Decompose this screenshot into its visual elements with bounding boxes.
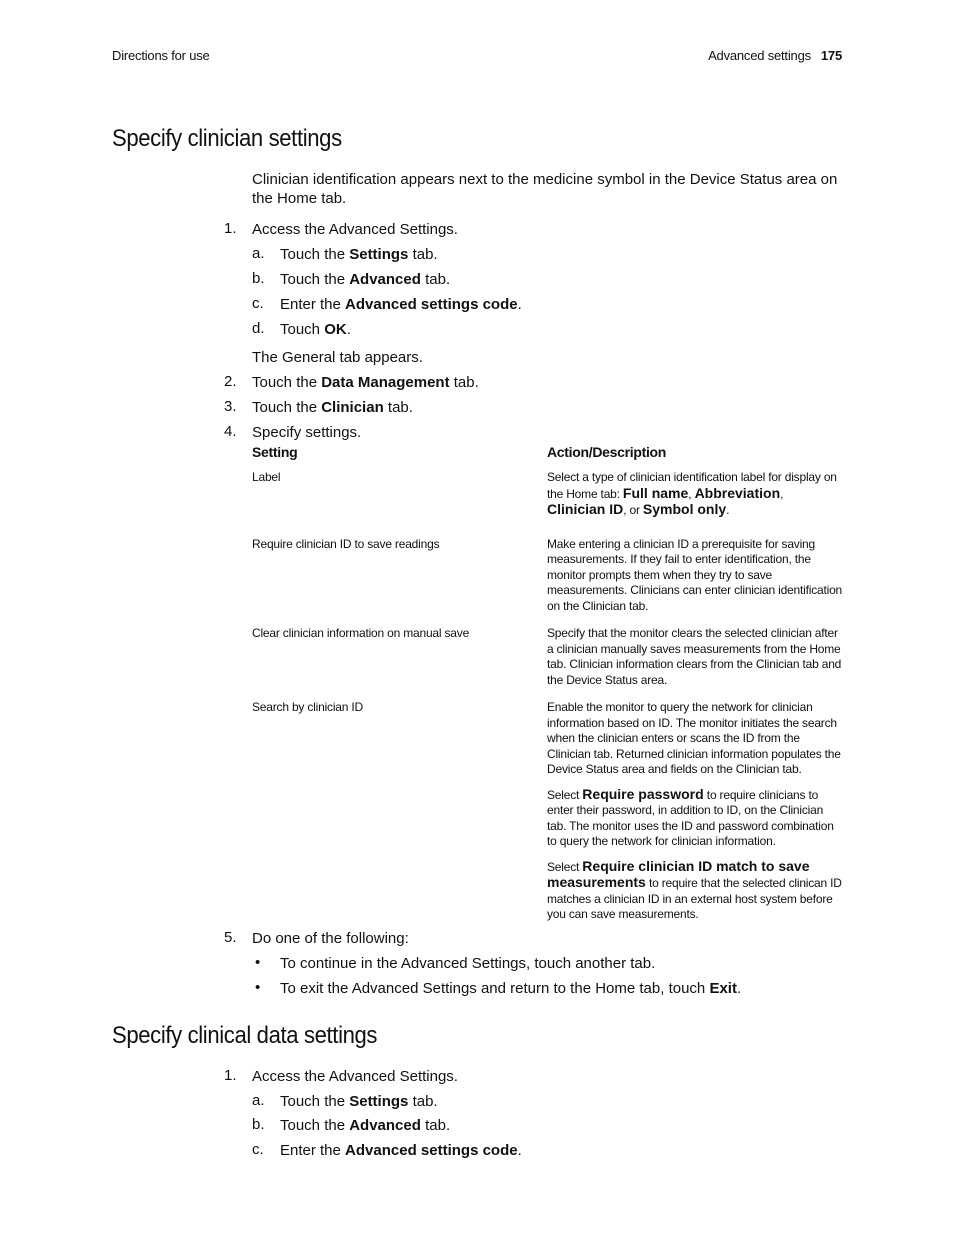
- setting-name: Search by clinician ID: [252, 700, 363, 714]
- table-row: [252, 626, 842, 700]
- setting-description: Enable the monitor to query the network for clinician information based on ID. The monitor initiates the search when the clinician enters or scans the ID from the Clinician tab. Returned clinician information populates the Device Status area and fields on the Clinician tab. Select Require password to require clinicians to enter their password, in addition to ID, on the Clinician tab. The monitor uses the ID and password combination to query the network for clinician information. Select Require clinician ID match to save measurements to require that the selected clinican ID matches a clinician ID in an external host system before you can save measurements.: [547, 700, 842, 921]
- substep-text: Touch the Advanced tab.: [280, 1117, 451, 1134]
- substep-label: c.: [252, 295, 264, 312]
- result-note: The General tab appears.: [252, 349, 423, 366]
- setting-description: Specify that the monitor clears the selected clinician after a clinician manually saves measurements from the Home tab. Clinician information clears from the Clinician tab and the Device Status area.: [547, 626, 842, 687]
- step-number: 1.: [224, 220, 237, 237]
- table-header-row: [252, 444, 842, 470]
- substep-label: b.: [252, 270, 265, 287]
- substep-text: Enter the Advanced settings code.: [280, 296, 522, 313]
- step-text: Do one of the following:: [252, 930, 409, 947]
- intro-paragraph: Clinician identification appears next to the medicine symbol in the Device Status area on the Home tab.: [252, 171, 838, 207]
- page-number: 175: [820, 48, 842, 63]
- bullet-text: To continue in the Advanced Settings, touch another tab.: [280, 955, 656, 972]
- step-text: Touch the Data Management tab.: [252, 374, 479, 391]
- substep-text: Touch OK.: [280, 321, 351, 338]
- running-header-right: [708, 48, 842, 63]
- substep-label: a.: [252, 1092, 265, 1109]
- setting-description: Make entering a clinician ID a prerequisite for saving measurements. If they fail to enter identification, the monitor prompts them when they try to save measurements. Clinicians can enter clinician identification on the Clinician tab.: [547, 536, 843, 613]
- step-number: 5.: [224, 929, 237, 946]
- column-header-setting: Setting: [252, 444, 298, 460]
- step-text: Touch the Clinician tab.: [252, 399, 413, 416]
- setting-name: Label: [252, 470, 281, 484]
- step-number: 3.: [224, 398, 237, 415]
- substep-text: Touch the Settings tab.: [280, 1093, 438, 1110]
- table-row: [252, 470, 842, 537]
- section-title-clinical-data-settings: Specify clinical data settings: [112, 1022, 378, 1049]
- bullet-text: To exit the Advanced Settings and return to the Home tab, touch Exit.: [280, 980, 742, 997]
- substep-label: d.: [252, 320, 265, 337]
- substep-label: a.: [252, 245, 265, 262]
- bullet-icon: •: [255, 954, 261, 971]
- step-text: Access the Advanced Settings.: [252, 1068, 458, 1085]
- substep-text: Enter the Advanced settings code.: [280, 1142, 522, 1159]
- setting-name: Require clinician ID to save readings: [252, 536, 440, 551]
- table-row: [252, 700, 842, 932]
- column-header-description: Action/Description: [547, 444, 667, 460]
- substep-label: c.: [252, 1141, 264, 1158]
- substep-label: b.: [252, 1116, 265, 1133]
- step-number: 2.: [224, 373, 237, 390]
- bullet-icon: •: [255, 979, 261, 996]
- setting-name: Clear clinician information on manual save: [252, 626, 470, 640]
- step-number: 1.: [224, 1067, 237, 1084]
- table-row: [252, 537, 842, 627]
- section-name: Advanced settings: [708, 48, 811, 63]
- settings-table: [252, 444, 842, 932]
- section-title-clinician-settings: Specify clinician settings: [112, 125, 342, 152]
- substep-text: Touch the Advanced tab.: [280, 271, 451, 288]
- step-text: Specify settings.: [252, 424, 362, 441]
- step-text: Access the Advanced Settings.: [252, 221, 458, 238]
- setting-description: Select a type of clinician identification label for display on the Home tab: Full name, Abbreviation, Clinician ID, or Symbol only.: [547, 470, 837, 517]
- substep-text: Touch the Settings tab.: [280, 246, 438, 263]
- step-number: 4.: [224, 423, 237, 440]
- running-header-left: Directions for use: [112, 48, 210, 63]
